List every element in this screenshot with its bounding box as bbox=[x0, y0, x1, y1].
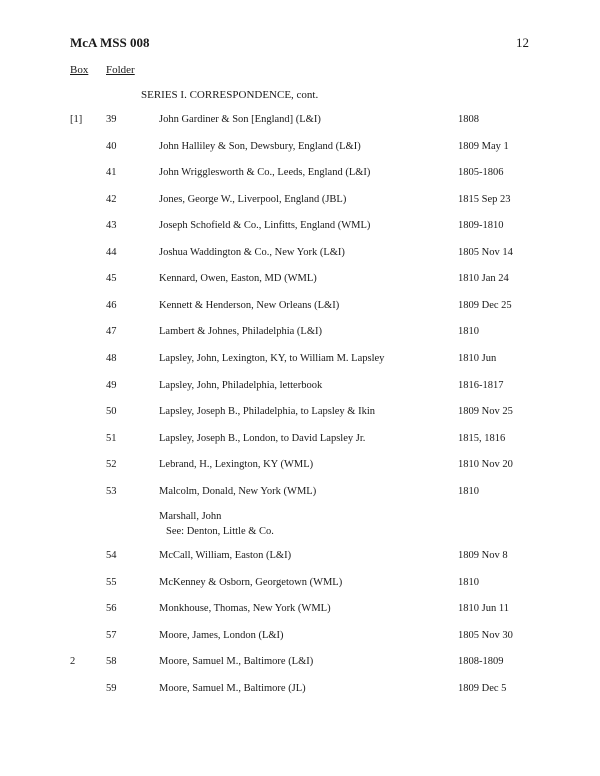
folder-date: 1809-1810 bbox=[458, 220, 504, 231]
folder-row bbox=[0, 486, 600, 502]
box-number: 2 bbox=[70, 656, 76, 667]
folder-row bbox=[0, 433, 600, 449]
folder-date: 1810 bbox=[458, 486, 479, 497]
cross-reference-name: Marshall, John bbox=[159, 511, 222, 522]
box-number: [1] bbox=[70, 114, 83, 125]
folder-row bbox=[0, 167, 600, 183]
column-header-box: Box bbox=[70, 64, 89, 76]
folder-row bbox=[0, 194, 600, 210]
folder-number: 51 bbox=[106, 433, 117, 444]
page-number: 12 bbox=[516, 35, 529, 50]
folder-date: 1816-1817 bbox=[458, 380, 504, 391]
folder-title: John Wrigglesworth & Co., Leeds, England (L&I) bbox=[159, 167, 371, 178]
folder-title: Kennett & Henderson, New Orleans (L&I) bbox=[159, 300, 340, 311]
folder-date: 1810 bbox=[458, 577, 479, 588]
folder-number: 55 bbox=[106, 577, 117, 588]
folder-number: 43 bbox=[106, 220, 117, 231]
folder-row bbox=[0, 353, 600, 369]
folder-title: Kennard, Owen, Easton, MD (WML) bbox=[159, 273, 317, 284]
folder-row bbox=[0, 459, 600, 475]
folder-title: McKenney & Osborn, Georgetown (WML) bbox=[159, 577, 343, 588]
folder-number: 52 bbox=[106, 459, 117, 470]
folder-title: Lapsley, Joseph B., Philadelphia, to Lapsley & Ikin bbox=[159, 406, 375, 417]
folder-row bbox=[0, 380, 600, 396]
folder-title: Lapsley, Joseph B., London, to David Lapsley Jr. bbox=[159, 433, 366, 444]
folder-date: 1809 May 1 bbox=[458, 141, 509, 152]
folder-title: Moore, Samuel M., Baltimore (L&I) bbox=[159, 656, 314, 667]
folder-date: 1805-1806 bbox=[458, 167, 504, 178]
folder-number: 46 bbox=[106, 300, 117, 311]
folder-number: 59 bbox=[106, 683, 117, 694]
folder-date: 1810 Jun 11 bbox=[458, 603, 509, 614]
folder-number: 58 bbox=[106, 656, 117, 667]
folder-row bbox=[0, 630, 600, 646]
folder-row bbox=[0, 603, 600, 619]
folder-number: 48 bbox=[106, 353, 117, 364]
folder-row bbox=[0, 141, 600, 157]
folder-number: 39 bbox=[106, 114, 117, 125]
folder-date: 1810 bbox=[458, 326, 479, 337]
folder-title: Jones, George W., Liverpool, England (JBL) bbox=[159, 194, 347, 205]
folder-number: 49 bbox=[106, 380, 117, 391]
folder-title: Moore, Samuel M., Baltimore (JL) bbox=[159, 683, 306, 694]
folder-date: 1808-1809 bbox=[458, 656, 504, 667]
folder-number: 47 bbox=[106, 326, 117, 337]
folder-title: Monkhouse, Thomas, New York (WML) bbox=[159, 603, 331, 614]
folder-date: 1805 Nov 30 bbox=[458, 630, 513, 641]
folder-row bbox=[0, 247, 600, 263]
folder-date: 1810 Jun bbox=[458, 353, 497, 364]
folder-date: 1809 Nov 25 bbox=[458, 406, 513, 417]
folder-date: 1815, 1816 bbox=[458, 433, 506, 444]
folder-title: Lapsley, John, Lexington, KY, to William M. Lapsley bbox=[159, 353, 385, 364]
folder-number: 41 bbox=[106, 167, 117, 178]
folder-title: John Halliley & Son, Dewsbury, England (L&I) bbox=[159, 141, 361, 152]
folder-title: Lapsley, John, Philadelphia, letterbook bbox=[159, 380, 323, 391]
series-heading: SERIES I. CORRESPONDENCE, cont. bbox=[141, 89, 319, 101]
folder-date: 1805 Nov 14 bbox=[458, 247, 513, 258]
folder-row bbox=[0, 550, 600, 566]
folder-row bbox=[0, 326, 600, 342]
folder-title: Lebrand, H., Lexington, KY (WML) bbox=[159, 459, 314, 470]
folder-date: 1809 Dec 25 bbox=[458, 300, 512, 311]
folder-row bbox=[0, 114, 600, 130]
folder-row bbox=[0, 220, 600, 236]
folder-date: 1815 Sep 23 bbox=[458, 194, 511, 205]
collection-id: McA MSS 008 bbox=[70, 35, 150, 50]
folder-row bbox=[0, 577, 600, 593]
cross-reference-see: See: Denton, Little & Co. bbox=[166, 526, 274, 537]
folder-number: 53 bbox=[106, 486, 117, 497]
folder-title: Moore, James, London (L&I) bbox=[159, 630, 284, 641]
folder-row bbox=[0, 656, 600, 672]
folder-title: McCall, William, Easton (L&I) bbox=[159, 550, 292, 561]
folder-number: 44 bbox=[106, 247, 117, 258]
folder-row bbox=[0, 406, 600, 422]
folder-number: 56 bbox=[106, 603, 117, 614]
folder-title: John Gardiner & Son [England] (L&I) bbox=[159, 114, 321, 125]
folder-date: 1809 Nov 8 bbox=[458, 550, 508, 561]
folder-title: Joseph Schofield & Co., Linfitts, England (WML) bbox=[159, 220, 371, 231]
folder-number: 57 bbox=[106, 630, 117, 641]
folder-date: 1809 Dec 5 bbox=[458, 683, 507, 694]
folder-title: Malcolm, Donald, New York (WML) bbox=[159, 486, 317, 497]
folder-number: 40 bbox=[106, 141, 117, 152]
folder-date: 1808 bbox=[458, 114, 479, 125]
folder-title: Lambert & Johnes, Philadelphia (L&I) bbox=[159, 326, 323, 337]
folder-number: 50 bbox=[106, 406, 117, 417]
folder-row bbox=[0, 300, 600, 316]
folder-number: 45 bbox=[106, 273, 117, 284]
column-header-folder: Folder bbox=[106, 64, 135, 76]
folder-number: 42 bbox=[106, 194, 117, 205]
folder-row bbox=[0, 683, 600, 699]
folder-number: 54 bbox=[106, 550, 117, 561]
folder-date: 1810 Jan 24 bbox=[458, 273, 509, 284]
folder-title: Joshua Waddington & Co., New York (L&I) bbox=[159, 247, 345, 258]
folder-date: 1810 Nov 20 bbox=[458, 459, 513, 470]
folder-row bbox=[0, 273, 600, 289]
